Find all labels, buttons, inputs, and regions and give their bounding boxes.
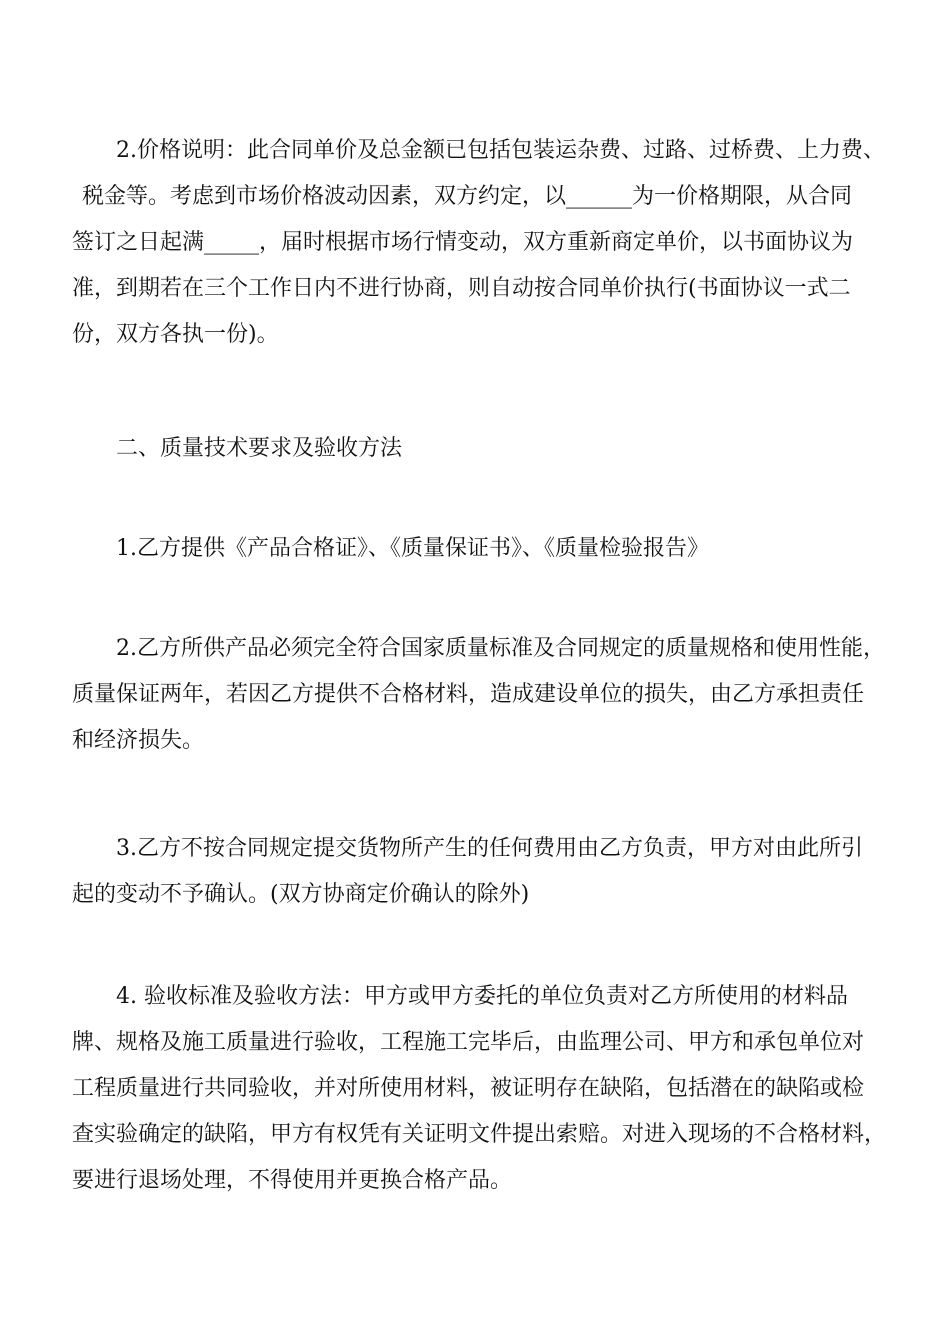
paragraph-line: 份，双方各执一份)。 [72, 322, 279, 347]
paragraph-line: 税金等。考虑到市场价格波动因素，双方约定，以______为一价格期限，从合同 [82, 184, 853, 209]
paragraph-line: 3.乙方不按合同规定提交货物所产生的任何费用由乙方负责，甲方对由此所引 [116, 836, 863, 861]
paragraph-line: 2.乙方所供产品必须完全符合国家质量标准及合同规定的质量规格和使用性能， [116, 636, 885, 661]
item-1-paragraph [72, 526, 902, 572]
item-3-paragraph [72, 826, 902, 918]
paragraph-line: 工程质量进行共同验收，并对所使用材料，被证明存在缺陷，包括潜在的缺陷或检 [72, 1076, 865, 1101]
item-4-paragraph [72, 974, 902, 1204]
price-clause-paragraph [72, 128, 902, 358]
paragraph-line: 起的变动不予确认。(双方协商定价确认的除外) [72, 882, 530, 907]
paragraph-line: 查实验确定的缺陷，甲方有权凭有关证明文件提出索赔。对进入现场的不合格材料， [72, 1122, 887, 1147]
section-heading: 二、质量技术要求及验收方法 [116, 436, 403, 461]
paragraph-line: 要进行退场处理，不得使用并更换合格产品。 [72, 1168, 513, 1193]
paragraph-line: 1.乙方提供《产品合格证》、《质量保证书》、《质量检验报告》 [116, 536, 709, 561]
paragraph-line: 2.价格说明：此合同单价及总金额已包括包装运杂费、过路、过桥费、上力费、 [116, 138, 885, 163]
paragraph-line: 4. 验收标准及验收方法：甲方或甲方委托的单位负责对乙方所使用的材料品 [116, 984, 848, 1009]
paragraph-line: 质量保证两年，若因乙方提供不合格材料，造成建设单位的损失，由乙方承担责任 [72, 682, 865, 707]
paragraph-line: 签订之日起满_____，届时根据市场行情变动，双方重新商定单价，以书面协议为 [72, 230, 854, 255]
paragraph-line: 和经济损失。 [72, 728, 205, 753]
item-2-paragraph [72, 626, 902, 764]
paragraph-line: 准，到期若在三个工作日内不进行协商，则自动按合同单价执行(书面协议一式二 [72, 276, 851, 301]
paragraph-line: 牌、规格及施工质量进行验收，工程施工完毕后，由监理公司、甲方和承包单位对 [72, 1030, 865, 1055]
